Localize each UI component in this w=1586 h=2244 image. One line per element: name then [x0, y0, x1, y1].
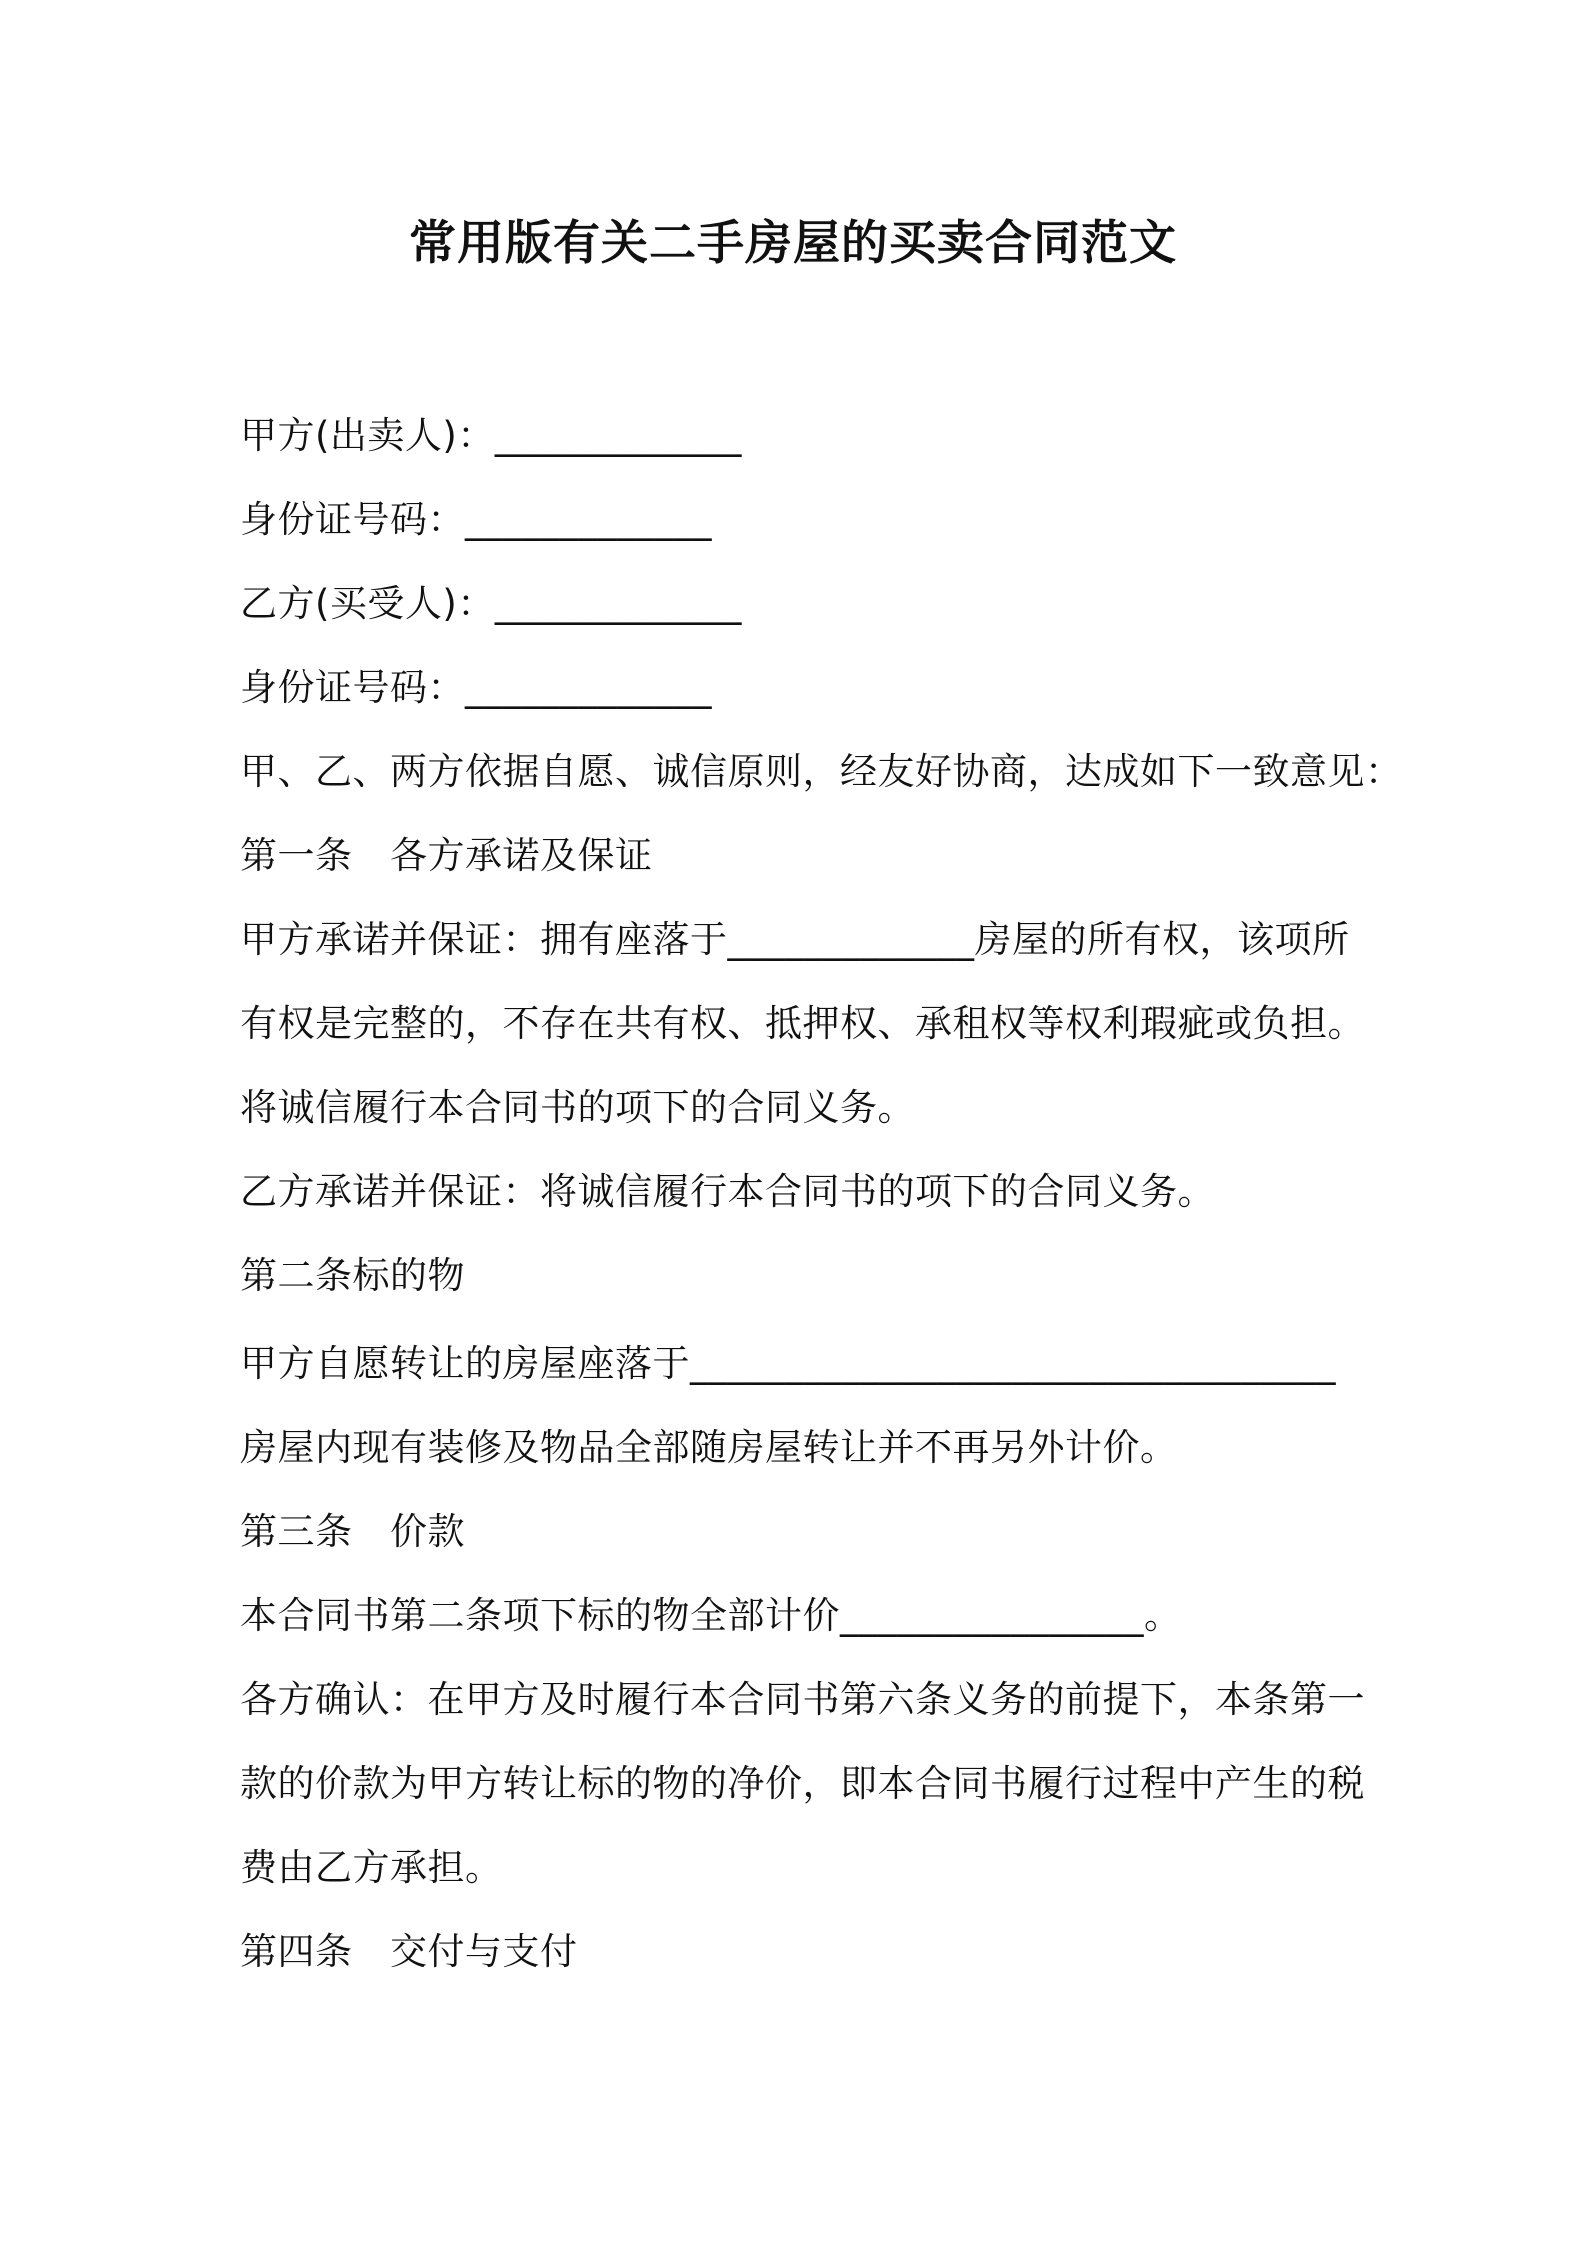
article-2-text-line-1: 甲方自愿转让的房屋座落于__________________________________: [240, 1342, 1336, 1385]
article-1-party-b-promise: 乙方承诺并保证：将诚信履行本合同书的项下的合同义务。: [240, 1170, 1215, 1213]
article-3-confirm-line-3: 费由乙方承担。: [240, 1846, 503, 1889]
article-2-heading: 第二条标的物: [240, 1254, 465, 1297]
article-3-confirm-line-2: 款的价款为甲方转让标的物的净价，即本合同书履行过程中产生的税: [240, 1762, 1365, 1805]
article-3-confirm-line-1: 各方确认：在甲方及时履行本合同书第六条义务的前提下，本条第一: [240, 1678, 1365, 1721]
party-b-buyer-line: 乙方(买受人)：_____________: [240, 582, 742, 625]
article-1-text-line-3: 将诚信履行本合同书的项下的合同义务。: [240, 1086, 915, 1129]
article-1-heading: 第一条 各方承诺及保证: [240, 834, 653, 877]
article-2-text-line-2: 房屋内现有装修及物品全部随房屋转让并不再另外计价。: [240, 1426, 1178, 1469]
document-title: 常用版有关二手房屋的买卖合同范文: [409, 216, 1177, 271]
party-b-id-line: 身份证号码：_____________: [240, 666, 712, 709]
party-a-id-line: 身份证号码：_____________: [240, 498, 712, 541]
article-3-heading: 第三条 价款: [240, 1510, 465, 1553]
article-1-text-line-1: 甲方承诺并保证：拥有座落于_____________房屋的所有权，该项所: [240, 918, 1350, 961]
article-1-text-line-2: 有权是完整的，不存在共有权、抵押权、承租权等权利瑕疵或负担。: [240, 1002, 1365, 1045]
article-3-price-line: 本合同书第二条项下标的物全部计价________________。: [240, 1594, 1182, 1637]
agreement-intro-paragraph: 甲、乙、两方依据自愿、诚信原则，经友好协商，达成如下一致意见：: [240, 750, 1403, 793]
article-4-heading: 第四条 交付与支付: [240, 1930, 578, 1973]
party-a-seller-line: 甲方(出卖人)：_____________: [240, 414, 742, 457]
